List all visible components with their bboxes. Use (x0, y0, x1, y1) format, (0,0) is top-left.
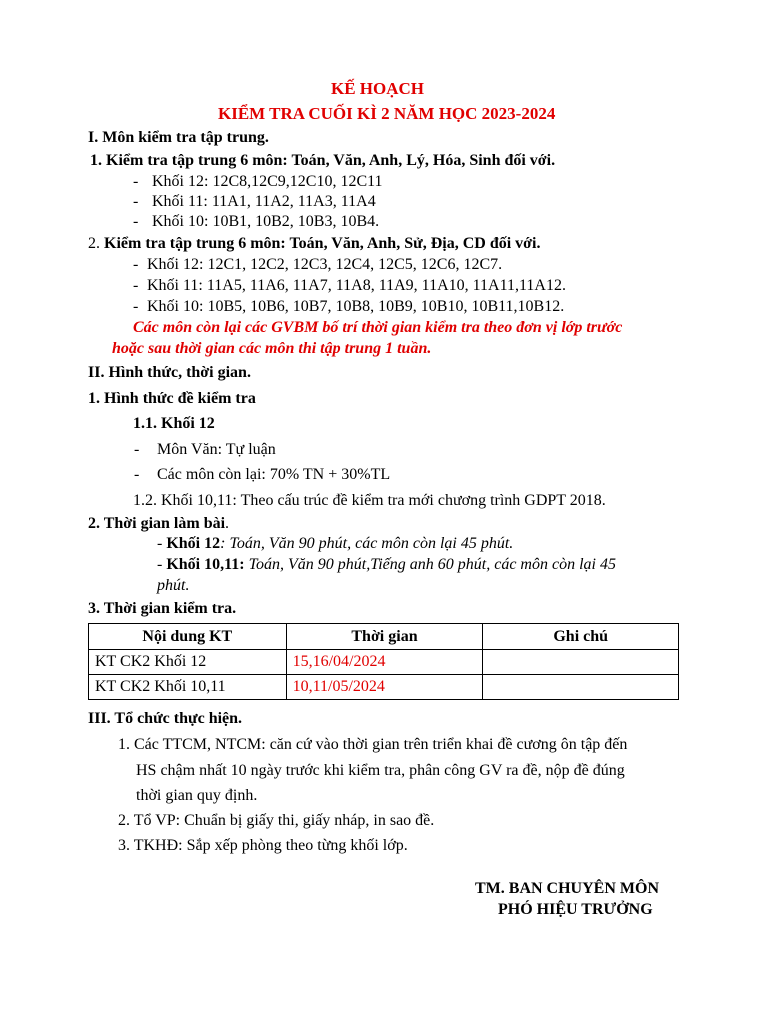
section-2-item-1-heading: 1. Hình thức đề kiểm tra (88, 390, 256, 407)
bullet-dash: - (133, 256, 139, 273)
list-item-continuation: thời gian quy định. (136, 787, 258, 804)
list-item-continuation: HS chậm nhất 10 ngày trước khi kiểm tra, phân công GV ra đề, nộp đề đúng (136, 762, 625, 779)
document-title: KẾ HOẠCH (331, 79, 425, 98)
schedule-table (88, 623, 679, 700)
table-cell-note (483, 675, 679, 700)
document-subtitle: KIỂM TRA CUỐI KÌ 2 NĂM HỌC 2023-2024 (218, 104, 556, 123)
table-cell-date: 10,11/05/2024 (286, 675, 483, 700)
table-cell-content: KT CK2 Khối 10,11 (89, 675, 287, 700)
time-line-continuation: phút. (157, 577, 190, 594)
section-2-heading: II. Hình thức, thời gian. (88, 364, 251, 381)
signature-title: TM. BAN CHUYÊN MÔN (475, 880, 659, 897)
list-item: Môn Văn: Tự luận (157, 441, 276, 458)
list-item: Khối 12: 12C8,12C9,12C10, 12C11 (152, 173, 383, 190)
section-2-item-2-heading (88, 514, 229, 534)
time-text: Toán, Văn 90 phút,Tiếng anh 60 phút, các môn còn lại 45 (244, 556, 616, 573)
table-row (89, 650, 679, 675)
bullet-dash: - (133, 173, 139, 190)
section-1-heading: I. Môn kiểm tra tập trung. (88, 129, 269, 146)
table-header-row (89, 624, 679, 650)
signature-role: PHÓ HIỆU TRƯỞNG (498, 901, 653, 918)
list-item: Khối 12: 12C1, 12C2, 12C3, 12C4, 12C5, 12C6, 12C7. (147, 256, 503, 273)
dash-prefix: - (157, 535, 167, 552)
list-item: Khối 11: 11A5, 11A6, 11A7, 11A8, 11A9, 11A10, 11A11,11A12. (147, 277, 566, 294)
note-line: Các môn còn lại các GVBM bố trí thời gian kiểm tra theo đơn vị lớp trước (133, 319, 623, 336)
bullet-dash: - (133, 213, 139, 230)
item-heading-text: . Thời gian kiểm tra. (96, 600, 237, 617)
trailing-dot: . (225, 515, 230, 532)
table-cell-note (483, 650, 679, 675)
subsection-text: 1.2. Khối 10,11: Theo cấu trúc đề kiểm tra mới chương trình GDPT 2018. (133, 492, 606, 509)
dash-prefix: - (157, 556, 167, 573)
column-header: Thời gian (286, 624, 483, 650)
subsection-heading: 1.1. Khối 12 (133, 415, 215, 432)
item-number: 3 (88, 600, 96, 617)
table-cell-content: KT CK2 Khối 12 (89, 650, 287, 675)
note-line: hoặc sau thời gian các môn thi tập trung 1 tuần. (112, 340, 432, 357)
section-2-item-3-heading (88, 599, 236, 619)
section-3-heading: III. Tổ chức thực hiện. (88, 710, 243, 727)
time-text: : Toán, Văn 90 phút, các môn còn lại 45 phút. (220, 535, 514, 552)
section-1-item-2-heading (88, 234, 540, 254)
bullet-dash: - (133, 298, 139, 315)
list-item: Khối 11: 11A1, 11A2, 11A3, 11A4 (152, 193, 376, 210)
item-number: 2 (88, 515, 96, 532)
time-label: Khối 12 (166, 535, 221, 552)
bullet-dash: - (133, 277, 139, 294)
list-item: 2. Tổ VP: Chuẩn bị giấy thi, giấy nháp, in sao đề. (118, 812, 435, 829)
table-row (89, 675, 679, 700)
list-item: Các môn còn lại: 70% TN + 30%TL (157, 466, 391, 483)
bullet-dash: - (134, 441, 140, 458)
section-1-item-1-heading: 1. Kiểm tra tập trung 6 môn: Toán, Văn, Anh, Lý, Hóa, Sinh đối với. (90, 152, 556, 169)
time-label: Khối 10,11: (166, 556, 245, 573)
time-line-khoi-10-11 (157, 555, 616, 575)
list-item: 3. TKHĐ: Sắp xếp phòng theo từng khối lớp. (118, 837, 408, 854)
table-cell-date: 15,16/04/2024 (286, 650, 483, 675)
item-heading-text: Kiểm tra tập trung 6 môn: Toán, Văn, Anh, Sử, Địa, CD đối với. (104, 235, 541, 252)
time-line-khoi-12 (157, 534, 513, 554)
list-item: Khối 10: 10B1, 10B2, 10B3, 10B4. (152, 213, 380, 230)
bullet-dash: - (134, 466, 140, 483)
item-heading-text: . Thời gian làm bài (96, 515, 226, 532)
list-item: Khối 10: 10B5, 10B6, 10B7, 10B8, 10B9, 10B10, 10B11,10B12. (147, 298, 565, 315)
item-number: 2. (88, 235, 104, 252)
bullet-dash: - (133, 193, 139, 210)
list-item: 1. Các TTCM, NTCM: căn cứ vào thời gian trên triển khai đề cương ôn tập đến (118, 736, 628, 753)
column-header: Nội dung KT (89, 624, 287, 650)
column-header: Ghi chú (483, 624, 679, 650)
